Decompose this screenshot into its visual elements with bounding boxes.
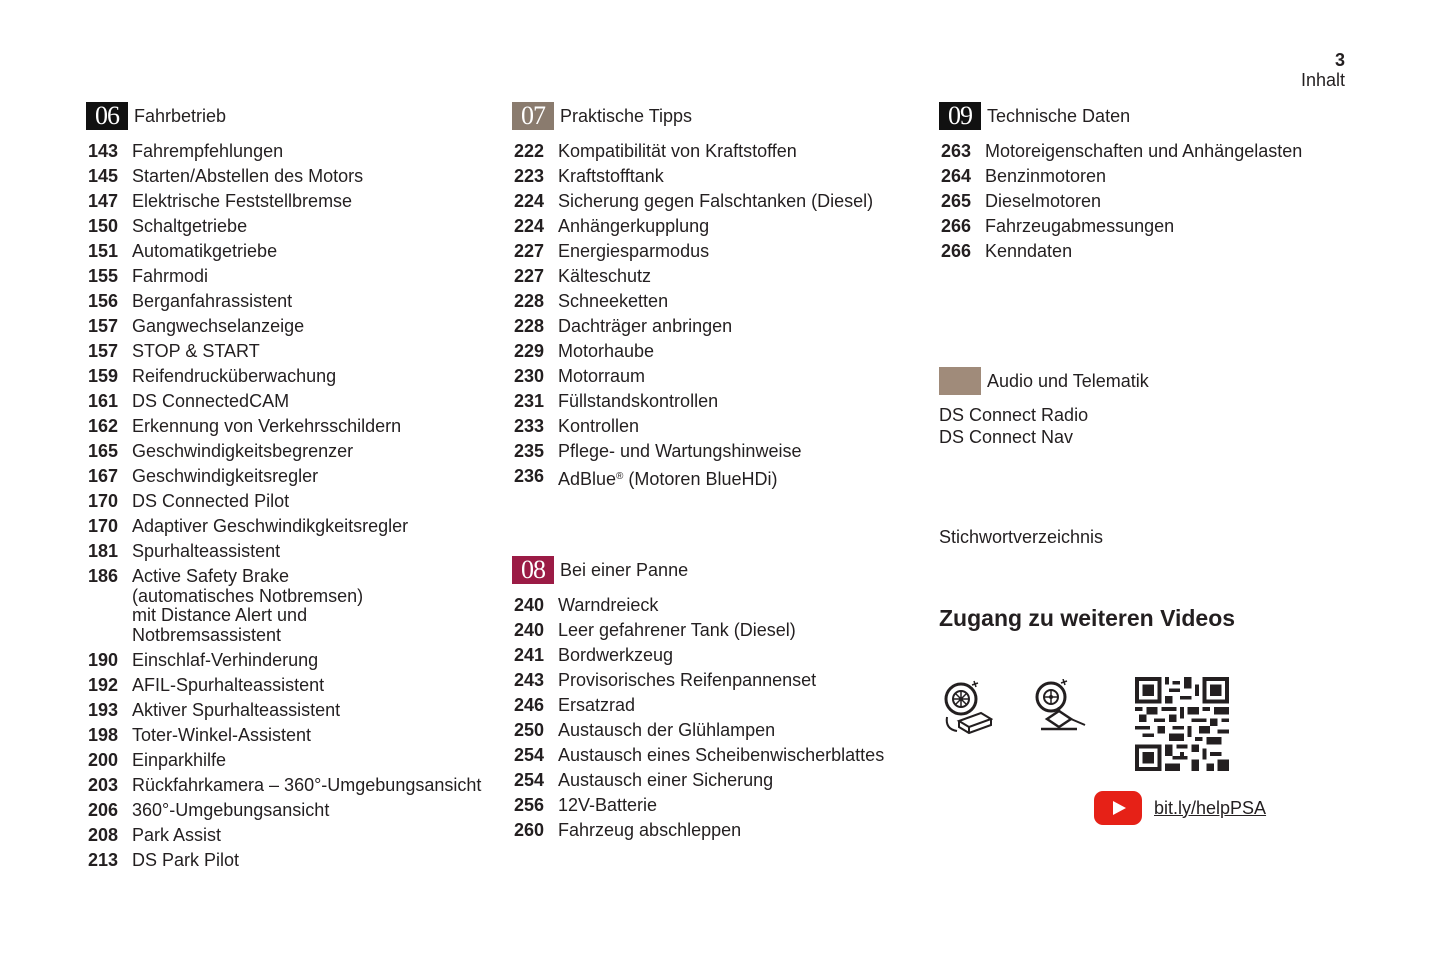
toc-page: 151 [88,241,119,261]
toc-entry[interactable] [86,417,486,437]
toc-title: Dachträger anbringen [558,316,733,336]
section-title: Fahrbetrieb [134,105,227,126]
toc-entry[interactable] [512,796,912,816]
toc-title: Bordwerkzeug [558,645,674,665]
toc-page: 250 [514,720,545,740]
video-icons [939,677,1239,777]
index-link[interactable]: Stichwortverzeichnis [939,527,1104,547]
toc-entry[interactable] [512,621,912,641]
toc-page: 224 [514,191,545,211]
toc-title: Anhängerkupplung [558,216,710,236]
toc-title: Schneeketten [558,291,669,311]
toc-page: 156 [88,291,119,311]
toc-list [939,142,1369,262]
toc-title: Adaptiver Geschwindikgkeitsregler [132,516,409,536]
toc-entry[interactable] [512,671,912,691]
jack-wheel-change-icon[interactable] [1033,679,1093,739]
section-title: Audio und Telematik [987,370,1149,391]
toc-entry[interactable] [512,367,912,387]
section-title: Bei einer Panne [560,559,689,580]
toc-title: Sicherung gegen Falschtanken (Diesel) [558,191,874,211]
section-header [86,101,486,131]
toc-page: 181 [88,541,119,561]
section-color-badge [939,367,981,395]
toc-page: 256 [514,795,545,815]
toc-entry[interactable] [512,342,912,362]
toc-page: 240 [514,620,545,640]
toc-page: 228 [514,316,545,336]
section-header [512,555,912,585]
toc-title: Berganfahrassistent [132,291,293,311]
toc-page: 224 [514,216,545,236]
toc-page: 229 [514,341,545,361]
toc-entry[interactable] [512,292,912,312]
toc-page: 227 [514,266,545,286]
toc-page: 222 [514,141,545,161]
toc-title: Spurhalteassistent [132,541,281,561]
section-06 [86,101,486,876]
toc-page: 231 [514,391,545,411]
toc-entry[interactable] [86,317,486,337]
toc-title: Benzinmotoren [985,166,1107,186]
toc-entry[interactable] [512,242,912,262]
toc-title: Füllstandskontrollen [558,391,719,411]
toc-entry[interactable] [86,442,486,462]
toc-title: Toter-Winkel-Assistent [132,724,312,745]
toc-entry[interactable] [512,696,912,716]
toc-title: Aktiver Spurhalteassistent [132,699,341,720]
toc-title: Automatikgetriebe [132,241,278,261]
toc-page: 161 [88,391,119,411]
toc-page: 150 [88,216,119,236]
toc-title: Fahrempfehlungen [132,141,284,161]
toc-entry[interactable] [512,442,912,462]
toc-entry[interactable] [86,701,486,721]
toc-page: 208 [88,824,119,845]
toc-title: Reifendrucküberwachung [132,366,337,386]
section-09 [939,101,1369,818]
toc-entry[interactable] [86,342,486,362]
tyre-repair-kit-icon[interactable] [943,679,993,739]
toc-page: 223 [514,166,545,186]
toc-entry[interactable] [86,726,486,746]
toc-entry[interactable] [86,192,486,212]
toc-page: 260 [514,820,545,840]
toc-title: Einparkhilfe [132,749,227,770]
toc-title: Fahrmodi [132,266,209,286]
toc-entry[interactable] [512,596,912,616]
toc-title: DS Connected Pilot [132,491,290,511]
toc-title: Dieselmotoren [985,191,1102,211]
registered-mark: ® [616,471,624,482]
toc-page: 147 [88,191,119,211]
toc-title: Geschwindigkeitsregler [132,466,319,486]
audio-item[interactable]: DS Connect Nav [939,427,1074,447]
toc-entry[interactable] [86,676,486,696]
toc-entry[interactable] [86,567,486,645]
toc-page: 265 [941,191,972,211]
toc-title: Ersatzrad [558,695,636,715]
toc-title: Rückfahrkamera – 360°-Umgebungsansicht [132,774,482,795]
toc-entry[interactable] [86,751,486,771]
toc-page: 167 [88,466,119,486]
toc-entry[interactable] [86,851,486,871]
toc-page: 159 [88,366,119,386]
toc-entry[interactable] [86,267,486,287]
toc-title: Park Assist [132,824,222,845]
toc-title: Geschwindigkeitsbegrenzer [132,441,354,461]
toc-entry[interactable] [939,242,1369,262]
youtube-play-icon[interactable] [1094,791,1142,825]
toc-title: Warndreieck [558,595,659,615]
toc-title: Pflege- und Wartungshinweise [558,441,802,461]
toc-page: 264 [941,166,972,186]
toc-entry[interactable] [939,167,1369,187]
toc-title: Motoreigenschaften und Anhängelasten [985,141,1303,161]
section-08 [512,555,912,846]
toc-entry[interactable] [512,746,912,766]
toc-entry[interactable] [512,267,912,287]
toc-page: 227 [514,241,545,261]
toc-entry[interactable] [512,142,912,162]
toc-title: Elektrische Feststellbremse [132,191,353,211]
toc-entry[interactable] [512,167,912,187]
toc-page: 186 [88,566,119,586]
toc-title: DS Park Pilot [132,849,240,870]
youtube-link-row [1094,791,1266,825]
toc-entry[interactable] [939,217,1369,237]
toc-page: 206 [88,799,119,820]
toc-entry[interactable] [86,467,486,487]
help-video-link[interactable]: bit.ly/helpPSA [1154,797,1267,818]
toc-page: 145 [88,166,119,186]
toc-title: Kraftstofftank [558,166,664,186]
toc-page: 266 [941,241,972,261]
toc-entry[interactable] [86,392,486,412]
adblue-text: AdBlue [558,469,617,489]
toc-page: 233 [514,416,545,436]
toc-entry[interactable] [512,392,912,412]
toc-page: 230 [514,366,545,386]
section-title: Technische Daten [987,105,1131,126]
toc-entry[interactable] [86,292,486,312]
toc-title: 360°-Umgebungsansicht [132,799,330,820]
toc-list [512,596,912,841]
toc-entry[interactable] [86,142,486,162]
toc-page: 157 [88,341,119,361]
toc-page: 243 [514,670,545,690]
toc-entry[interactable] [939,142,1369,162]
toc-page: 170 [88,516,119,536]
toc-title: Fahrzeugabmessungen [985,216,1175,236]
toc-entry[interactable] [512,417,912,437]
toc-page: 193 [88,699,119,720]
page-header [1301,50,1345,90]
toc-title: Leer gefahrener Tank (Diesel) [558,620,796,640]
toc-title: Austausch einer Sicherung [558,770,774,790]
toc-entry[interactable] [512,721,912,741]
toc-page: 254 [514,745,545,765]
toc-page: 263 [941,141,972,161]
toc-entry[interactable] [86,801,486,821]
page-label: Inhalt [1300,70,1345,90]
toc-title: Schaltgetriebe [132,216,248,236]
toc-title: Kenndaten [985,241,1073,261]
toc-title: AFIL-Spurhalteassistent [132,674,325,695]
toc-page: 198 [88,724,119,745]
toc-title: Energiesparmodus [558,241,710,261]
section-header [939,101,1369,131]
toc-title: Starten/Abstellen des Motors [132,166,364,186]
toc-entry[interactable] [512,771,912,791]
toc-page: 203 [88,774,119,795]
toc-title: Einschlaf-Verhinderung [132,649,319,670]
toc-title: DS ConnectedCAM [132,391,290,411]
toc-title [558,467,912,490]
section-number-badge: 09 [939,102,981,130]
toc-title: Motorhaube [558,341,655,361]
toc-title: Kontrollen [558,416,640,436]
toc-title: Motorraum [558,366,646,386]
toc-entry[interactable] [512,217,912,237]
toc-entry[interactable] [512,317,912,337]
audio-item[interactable]: DS Connect Radio [939,405,1089,425]
toc-page: 254 [514,770,545,790]
section-07 [512,101,912,840]
qr-code-icon[interactable] [1135,677,1229,771]
section-header [512,101,912,131]
toc-page: 165 [88,441,119,461]
toc-page: 200 [88,749,119,770]
section-number-badge: 08 [512,556,554,584]
toc-title: Erkennung von Verkehrsschildern [132,416,402,436]
toc-entry[interactable] [86,217,486,237]
toc-entry[interactable] [86,242,486,262]
toc-entry[interactable] [86,167,486,187]
toc-page: 228 [514,291,545,311]
adblue-suffix: (Motoren BlueHDi) [623,469,778,489]
toc-title: Austausch eines Scheibenwischerblattes [558,745,885,765]
toc-title: STOP & START [132,341,260,361]
toc-entry[interactable] [512,646,912,666]
toc-entry[interactable] [512,467,912,490]
toc-page: 241 [514,645,545,665]
toc-title: Kompatibilität von Kraftstoffen [558,141,797,161]
toc-title: Fahrzeug abschleppen [558,820,742,840]
toc-page: 157 [88,316,119,336]
toc-page: 246 [514,695,545,715]
toc-page: 190 [88,649,119,670]
toc-entry[interactable] [939,192,1369,212]
toc-title: Provisorisches Reifenpannenset [558,670,817,690]
toc-entry[interactable] [86,826,486,846]
section-number-badge: 06 [86,102,128,130]
toc-list [86,142,486,870]
toc-entry[interactable] [86,492,486,512]
toc-title: Active Safety Brake (automatisches Notbremsen) mit Distance Alert und Notbremsassistent [132,566,364,645]
toc-title: 12V-Batterie [558,795,658,815]
toc-page: 143 [88,141,119,161]
toc-entry[interactable] [86,776,486,796]
toc-page: 235 [514,441,545,461]
toc-entry[interactable] [512,821,912,841]
page-number: 3 [1334,50,1345,70]
videos-title: Zugang zu weiteren Videos [939,605,1236,631]
toc-page: 162 [88,416,119,436]
section-title: Praktische Tipps [560,105,693,126]
toc-entry[interactable] [86,517,486,537]
toc-title: Kälteschutz [558,266,652,286]
section-header [939,366,1369,396]
audio-section [939,366,1369,448]
toc-entry[interactable] [512,192,912,212]
section-number-badge: 07 [512,102,554,130]
toc-entry[interactable] [86,542,486,562]
toc-title: Austausch der Glühlampen [558,720,776,740]
toc-page: 170 [88,491,119,511]
toc-entry[interactable] [86,367,486,387]
toc-page: 192 [88,674,119,695]
toc-entry[interactable] [86,651,486,671]
toc-list [512,142,912,490]
audio-list [939,404,1369,448]
toc-page: 236 [514,466,545,486]
toc-page: 266 [941,216,972,236]
toc-title: Gangwechselanzeige [132,316,305,336]
toc-page: 213 [88,849,119,870]
toc-page: 240 [514,595,545,615]
toc-page: 155 [88,266,119,286]
